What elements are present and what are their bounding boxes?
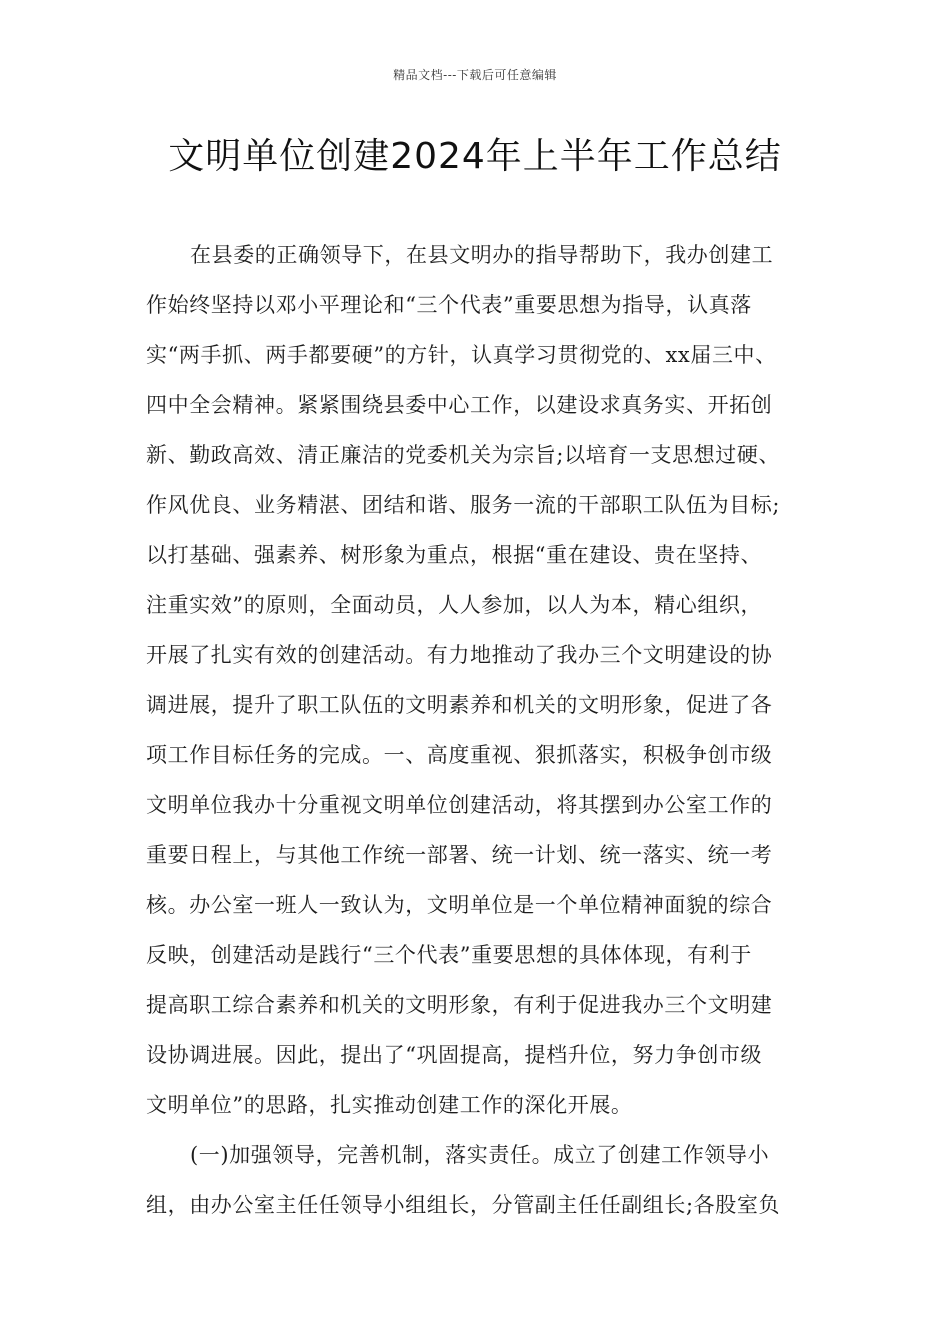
document-title: 文明单位创建2024年上半年工作总结 [168, 136, 782, 177]
paragraph-line: 四中全会精神。紧紧围绕县委中心工作，以建设求真务实、开拓创 [146, 393, 773, 417]
paragraph-line: 作风优良、业务精湛、团结和谐、服务一流的干部职工队伍为目标; [146, 493, 781, 517]
paragraph-line: 设协调进展。因此，提出了“巩固提高，提档升位，努力争创市级 [146, 1043, 763, 1067]
paragraph-line: 项工作目标任务的完成。一、高度重视、狠抓落实，积极争创市级 [146, 743, 773, 767]
paragraph-line: 组，由办公室主任任领导小组组长，分管副主任任副组长;各股室负 [146, 1193, 781, 1217]
paragraph-line: 调进展，提升了职工队伍的文明素养和机关的文明形象，促进了各 [146, 693, 773, 717]
paragraph-line: 反映，创建活动是践行“三个代表”重要思想的具体体现，有利于 [146, 943, 752, 967]
paragraph-line: 以打基础、强素养、树形象为重点，根据“重在建设、贵在坚持、 [146, 543, 763, 567]
paragraph-line: 重要日程上，与其他工作统一部署、统一计划、统一落实、统一考 [146, 843, 773, 867]
paragraph-line: 开展了扎实有效的创建活动。有力地推动了我办三个文明建设的协 [146, 643, 773, 667]
paragraph-line: 注重实效”的原则，全面动员，人人参加，以人为本，精心组织， [146, 593, 763, 617]
document-body [146, 230, 810, 1230]
paragraph-line: 实“两手抓、两手都要硬”的方针，认真学习贯彻党的、xx届三中、 [146, 343, 777, 367]
paragraph-line: 文明单位我办十分重视文明单位创建活动，将其摆到办公室工作的 [146, 793, 773, 817]
paragraph-line: 作始终坚持以邓小平理论和“三个代表”重要思想为指导，认真落 [146, 293, 752, 317]
paragraph-line: 核。办公室一班人一致认为，文明单位是一个单位精神面貌的综合 [146, 893, 773, 917]
paragraph-line: 提高职工综合素养和机关的文明形象，有利于促进我办三个文明建 [146, 993, 773, 1017]
paragraph-line: (一)加强领导，完善机制，落实责任。成立了创建工作领导小 [190, 1143, 770, 1167]
paragraph-line: 新、勤政高效、清正廉洁的党委机关为宗旨;以培育一支思想过硬、 [146, 443, 781, 467]
paragraph-line: 在县委的正确领导下，在县文明办的指导帮助下，我办创建工 [190, 243, 774, 267]
paragraph-line: 文明单位”的思路，扎实推动创建工作的深化开展。 [146, 1093, 633, 1117]
header-note: 精品文档---下载后可任意编辑 [393, 68, 557, 82]
